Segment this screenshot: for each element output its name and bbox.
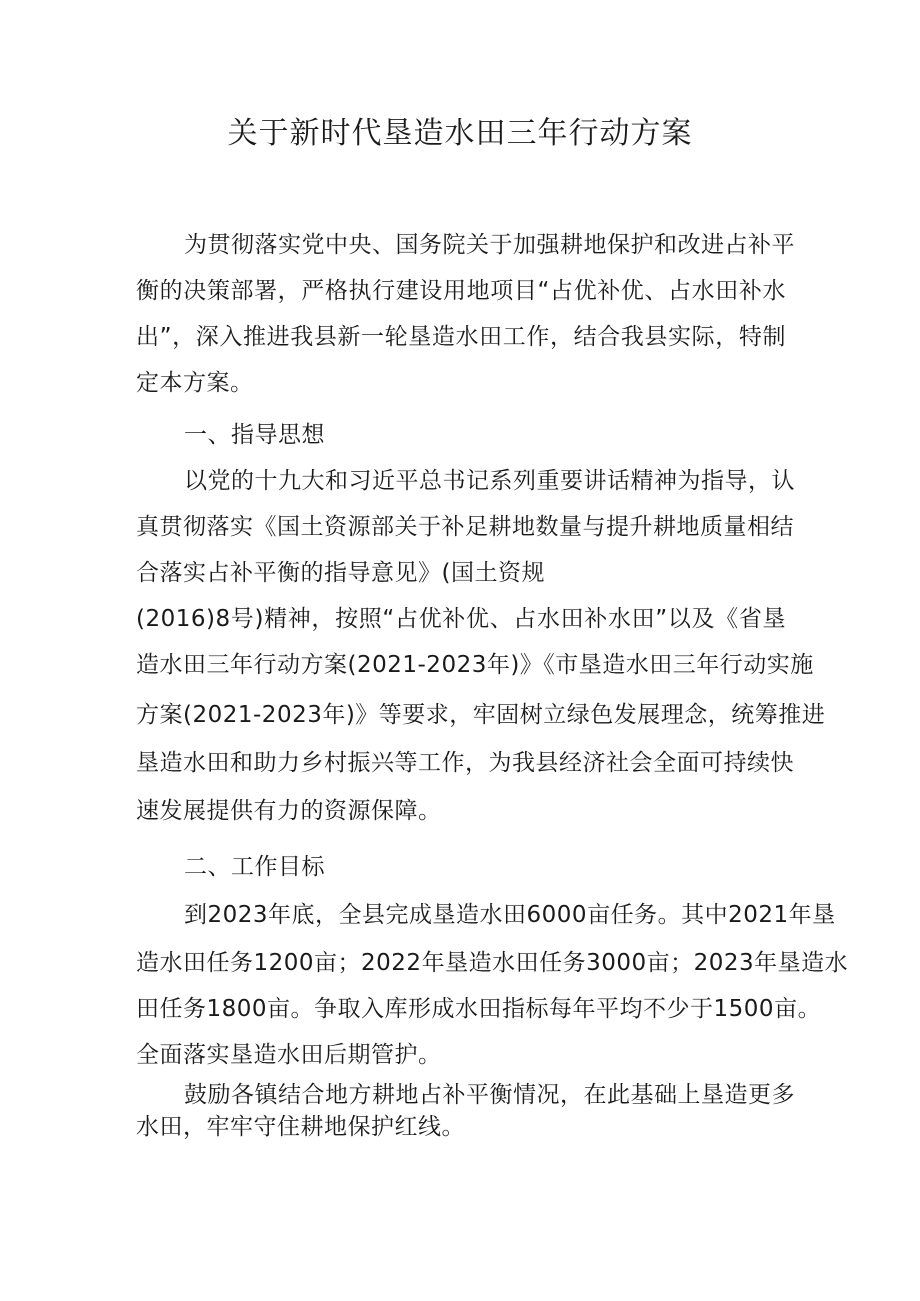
intro-line-1: 为贯彻落实党中央、国务院关于加强耕地保护和改进占补平 xyxy=(184,232,795,258)
intro-line-4: 定本方案。 xyxy=(136,370,254,396)
section1-line-4: (2016)8号)精神，按照“占优补优、占水田补水田”以及《省垦 xyxy=(136,606,786,632)
section2-extra-line-2: 水田，牢牢守住耕地保护红线。 xyxy=(136,1114,465,1140)
document-title: 关于新时代垦造水田三年行动方案 xyxy=(227,116,693,151)
section-heading-guiding: 一、指导思想 xyxy=(184,422,325,448)
section2-extra-line-1: 鼓励各镇结合地方耕地占补平衡情况，在此基础上垦造更多 xyxy=(184,1082,795,1108)
section2-line-4: 全面落实垦造水田后期管护。 xyxy=(136,1042,442,1068)
section1-line-5: 造水田三年行动方案(2021-2023年)》《市垦造水田三年行动实施 xyxy=(136,652,814,678)
section2-line-3: 田任务1800亩。争取入库形成水田指标每年平均不少于1500亩。 xyxy=(136,996,822,1022)
section2-line-1: 到2023年底，全县完成垦造水田6000亩任务。其中2021年垦 xyxy=(184,902,836,928)
section2-line-2: 造水田任务1200亩；2022年垦造水田任务3000亩；2023年垦造水 xyxy=(136,950,849,976)
section1-line-1: 以党的十九大和习近平总书记系列重要讲话精神为指导，认 xyxy=(184,468,795,494)
section1-line-2: 真贯彻落实《国土资源部关于补足耕地数量与提升耕地质量相结 xyxy=(136,514,794,540)
section1-line-7: 垦造水田和助力乡村振兴等工作，为我县经济社会全面可持续快 xyxy=(136,750,794,776)
section1-line-8: 速发展提供有力的资源保障。 xyxy=(136,798,442,824)
intro-line-2: 衡的决策部署，严格执行建设用地项目“占优补优、占水田补水 xyxy=(136,278,786,304)
section1-line-3: 合落实占补平衡的指导意见》(国土资规 xyxy=(136,560,545,586)
intro-line-3: 出”，深入推进我县新一轮垦造水田工作，结合我县实际，特制 xyxy=(136,324,786,350)
section1-line-6: 方案(2021-2023年)》等要求，牢固树立绿色发展理念，统筹推进 xyxy=(136,702,826,728)
section-heading-goals: 二、工作目标 xyxy=(184,854,325,880)
